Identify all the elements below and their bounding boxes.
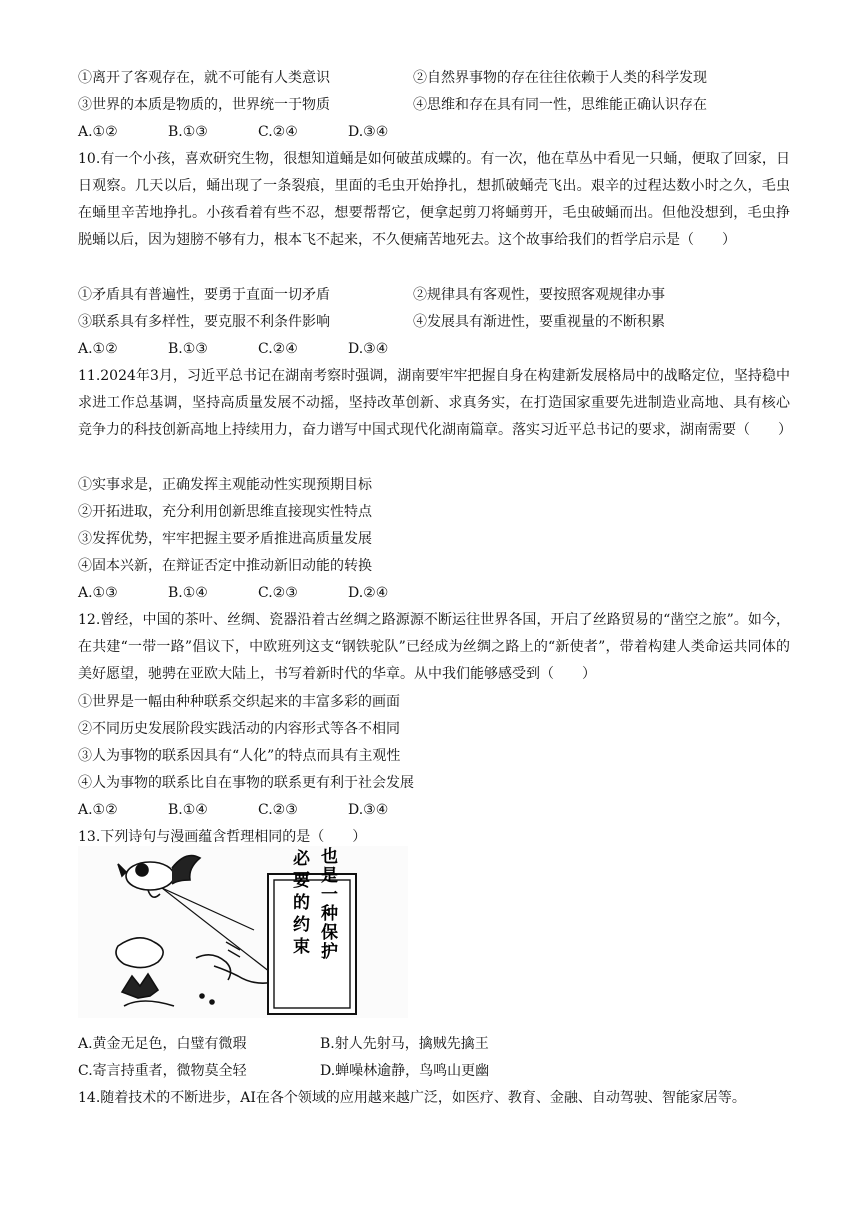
q9-option-3: ③世界的本质是物质的，世界统一于物质	[78, 97, 330, 113]
q9-choice-c: C.②④	[258, 124, 298, 140]
q10-option-4: ④发展具有渐进性，要重视量的不断积累	[413, 314, 665, 330]
cloud-icon	[116, 938, 163, 968]
q13-choice-d: D.蝉噪林逾静，鸟鸣山更幽	[320, 1063, 490, 1079]
sign-text-left: 必要的约束	[289, 849, 309, 959]
q12-stem: 12.曾经，中国的茶叶、丝绸、瓷器沿着古丝绸之路源源不断运往世界各国，开启了丝路贸易的“凿空之旅”。如今，在共建“一带一路”倡议下，中欧班列这支“钢铁驼队”已经成为丝绸之路上的“新使者”，带着构建人类命运共同体的美好愿望，驰骋在亚欧大陆上，书写着新时代的华章。从中我们能够感受到（ ）	[78, 612, 790, 682]
q12-choice-b: B.①④	[168, 802, 208, 818]
q10-choice-b: B.①③	[168, 341, 208, 357]
q10-choice-d: D.③④	[348, 341, 389, 357]
q11-option-4: ④固本兴新，在辩证否定中推动新旧动能的转换	[78, 558, 372, 574]
q10-option-3: ③联系具有多样性，要克服不利条件影响	[78, 314, 330, 330]
q13-choice-a: A.黄金无足色，白璧有微瑕	[78, 1036, 247, 1052]
q11-option-2: ②开拓进取，充分利用创新思维直接现实性特点	[78, 504, 372, 520]
q10-choice-c: C.②④	[258, 341, 298, 357]
sign-text-right: 也是一种保护	[317, 847, 337, 961]
q11-choices	[78, 583, 438, 603]
q10-choices	[78, 339, 438, 359]
q12-option-2: ②不同历史发展阶段实践活动的内容形式等各不相同	[78, 721, 400, 737]
q9-choice-a: A.①②	[78, 124, 118, 140]
q13-choice-c: C.寄言持重者，微物莫全轻	[78, 1063, 247, 1079]
q12-choices	[78, 800, 438, 820]
q13-comic-image	[78, 846, 408, 1018]
q10-option-1: ①矛盾具有普遍性，要勇于直面一切矛盾	[78, 287, 330, 303]
q12-option-3: ③人为事物的联系因具有“人化”的特点而具有主观性	[78, 748, 401, 764]
q11-choice-d: D.②④	[348, 585, 389, 601]
q11-option-1: ①实事求是，正确发挥主观能动性实现预期目标	[78, 477, 372, 493]
q12-choice-a: A.①②	[78, 802, 118, 818]
q12-choice-d: D.③④	[348, 802, 389, 818]
q13-stem: 13.下列诗句与漫画蕴含哲理相同的是（ ）	[78, 829, 367, 845]
q9-choice-b: B.①③	[168, 124, 208, 140]
q13-choice-b: B.射人先射马，擒贼先擒王	[320, 1036, 489, 1052]
q14-stem: 14.随着技术的不断进步，AI在各个领域的应用越来越广泛，如医疗、教育、金融、自动驾驶、智能家居等。	[78, 1090, 746, 1106]
q12-option-1: ①世界是一幅由种种联系交织起来的丰富多彩的画面	[78, 694, 400, 710]
q11-choice-a: A.①③	[78, 585, 118, 601]
q10-choice-a: A.①②	[78, 341, 118, 357]
q11-option-3: ③发挥优势，牢牢把握主要矛盾推进高质量发展	[78, 531, 372, 547]
q9-option-1: ①离开了客观存在，就不可能有人类意识	[78, 70, 330, 86]
q11-stem: 11.2024年3月，习近平总书记在湖南考察时强调，湖南要牢牢把握自身在构建新发展格局中的战略定位，坚持稳中求进工作总基调，坚持高质量发展不动摇，坚持改革创新、求真务实，在打造国家重要先进制造业高地、具有核心竞争力的科技创新高地上持续用力，奋力谱写中国式现代化湖南篇章。落实习近平总书记的要求，湖南需要（ ）	[78, 368, 792, 438]
q9-option-2: ②自然界事物的存在往往依赖于人类的科学发现	[413, 70, 707, 86]
q11-choice-c: C.②③	[258, 585, 298, 601]
q12-option-4: ④人为事物的联系比自在事物的联系更有利于社会发展	[78, 775, 414, 791]
q10-stem: 10.有一个小孩，喜欢研究生物，很想知道蛹是如何破茧成蝶的。有一次，他在草丛中看见一只蛹，便取了回家，日日观察。几天以后，蛹出现了一条裂痕，里面的毛虫开始挣扎，想抓破蛹壳飞出。艰辛的过程达数小时之久，毛虫在蛹里辛苦地挣扎。小孩看着有些不忍，想要帮帮它，便拿起剪刀将蛹剪开，毛虫破蛹而出。但他没想到，毛虫挣脱蛹以后，因为翅膀不够有力，根本飞不起来，不久便痛苦地死去。这个故事给我们的哲学启示是（ ）	[78, 151, 790, 248]
q9-option-4: ④思维和存在具有同一性，思维能正确认识存在	[413, 97, 707, 113]
q11-choice-b: B.①④	[168, 585, 208, 601]
q9-choices	[78, 122, 438, 142]
q10-option-2: ②规律具有客观性，要按照客观规律办事	[413, 287, 665, 303]
q9-choice-d: D.③④	[348, 124, 389, 140]
q12-choice-c: C.②③	[258, 802, 298, 818]
